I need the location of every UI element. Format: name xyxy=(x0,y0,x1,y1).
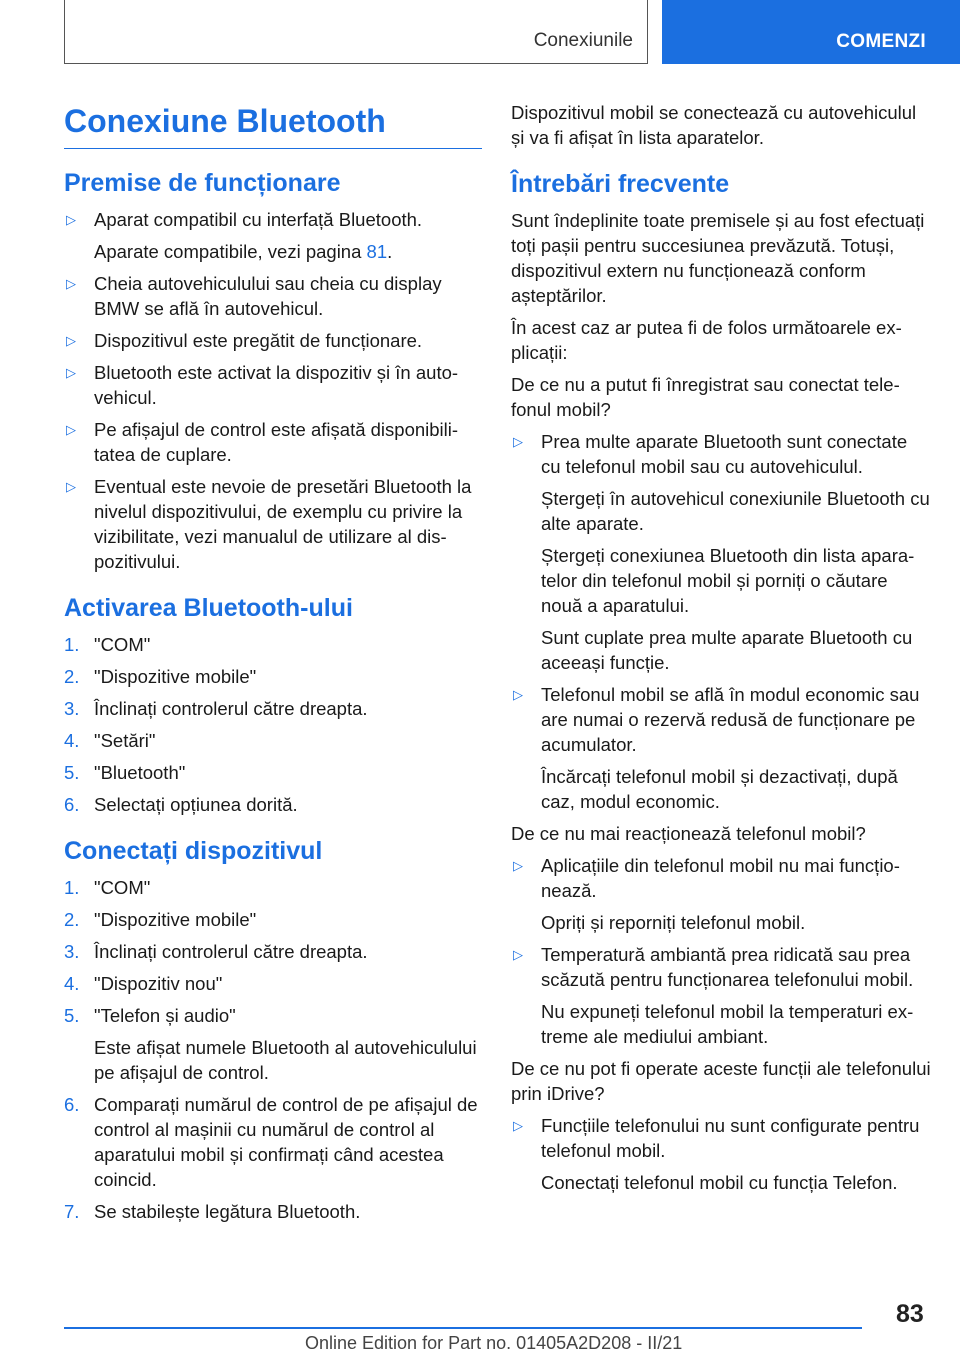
connect-heading: Conectați dispozitivul xyxy=(64,837,323,865)
item-note: Ștergeți conexiunea Bluetooth din lista aparatelor din telefonul mobil și porniți o căutare nouă a aparatului. xyxy=(541,545,915,616)
triangle-bullet-icon: ▷ xyxy=(513,947,523,962)
faq-paragraph: Sunt îndeplinite toate premisele și au fost efectuați toți pașii pentru succesiunea prevăzută. Totuși, dispozitivul extern nu funcționează conform așteptărilor. xyxy=(511,210,925,306)
list-item: ▷ Bluetooth este activat la dispozitiv și în autovehicul. xyxy=(66,362,459,408)
list-item: ▷ Aparat compatibil cu interfață Bluetooth. xyxy=(66,209,423,230)
faq-paragraph: În acest caz ar putea fi de folos următoarele explicații: xyxy=(511,317,902,363)
step-item: 6. Selectați opțiunea dorită. xyxy=(64,794,298,815)
faq-question: De ce nu pot fi operate aceste funcții ale telefonului prin iDrive? xyxy=(511,1058,931,1104)
list-item: ▷ Temperatură ambiantă prea ridicată sau prea scăzută pentru funcționarea telefonului mobil. xyxy=(513,944,914,990)
item-note: Încărcați telefonul mobil și dezactivați, după caz, modul economic. xyxy=(541,766,898,812)
tab-comenzi-label: COMENZI xyxy=(836,31,926,52)
item-note: Aparate compatibile, vezi pagina 81. xyxy=(94,241,393,262)
header-section-box xyxy=(64,0,648,64)
list-item: ▷ Telefonul mobil se află în modul economic sau are numai o rezervă redusă de funcționare pe acumulator. xyxy=(513,684,920,755)
step-item: 3. Înclinați controlerul către dreapta. xyxy=(64,698,368,719)
footer-edition: Online Edition for Part no. 01405A2D208 - II/21 xyxy=(305,1333,683,1353)
triangle-bullet-icon: ▷ xyxy=(66,276,76,291)
item-note: Opriți și reporniți telefonul mobil. xyxy=(541,912,806,933)
list-item: ▷ Prea multe aparate Bluetooth sunt conectate cu telefonul mobil sau cu autovehiculul. xyxy=(513,431,908,477)
list-item: ▷ Dispozitivul este pregătit de funcționare. xyxy=(66,330,423,351)
section-title: Conexiunile xyxy=(533,30,633,51)
step-item: 5. "Telefon și audio" xyxy=(64,1005,236,1026)
triangle-bullet-icon: ▷ xyxy=(513,687,523,702)
page-title: Conexiune Bluetooth xyxy=(64,100,482,149)
list-item: ▷ Eventual este nevoie de presetări Bluetooth la nivelul dispozitivului, de exemplu cu privire la vizibilitate, vezi manualul de utilizare al dispozitivului. xyxy=(66,476,472,572)
item-note: Sunt cuplate prea multe aparate Bluetooth cu aceeași funcție. xyxy=(541,627,913,673)
intro-paragraph: Dispozitivul mobil se conectează cu autovehiculul și va fi afișat în lista aparatelor. xyxy=(511,102,917,148)
step-item: 3. Înclinați controlerul către dreapta. xyxy=(64,941,368,962)
step-item: 5. "Bluetooth" xyxy=(64,762,186,783)
triangle-bullet-icon: ▷ xyxy=(66,365,76,380)
step-item: 4. "Setări" xyxy=(64,730,156,751)
item-note: Nu expuneți telefonul mobil la temperaturi extreme ale mediului ambiant. xyxy=(541,1001,914,1047)
page-number: 83 xyxy=(896,1300,924,1328)
step-item: 7. Se stabilește legătura Bluetooth. xyxy=(64,1201,361,1222)
list-item: ▷ Pe afișajul de control este afișată disponibilitatea de cuplare. xyxy=(66,419,459,465)
faq-question: De ce nu a putut fi înregistrat sau conectat telefonul mobil? xyxy=(511,374,900,420)
right-column xyxy=(511,100,931,1202)
triangle-bullet-icon: ▷ xyxy=(66,333,76,348)
step-item: 6. Comparați numărul de control de pe afișajul de control al mașinii cu numărul de control al aparatului mobil și confirmați când acestea coincid. xyxy=(64,1094,478,1190)
triangle-bullet-icon: ▷ xyxy=(66,479,76,494)
left-column xyxy=(64,100,482,1231)
triangle-bullet-icon: ▷ xyxy=(66,212,76,227)
step-item: 1. "COM" xyxy=(64,877,151,898)
faq-heading: Întrebări frecvente xyxy=(511,170,730,198)
step-note: Este afișat numele Bluetooth al autovehiculului pe afișajul de control. xyxy=(94,1037,477,1083)
footer-divider xyxy=(64,1327,862,1329)
triangle-bullet-icon: ▷ xyxy=(66,422,76,437)
item-note: Conectați telefonul mobil cu funcția Telefon. xyxy=(541,1172,898,1193)
triangle-bullet-icon: ▷ xyxy=(513,1118,523,1133)
faq-question: De ce nu mai reacționează telefonul mobil? xyxy=(511,823,866,844)
list-item: ▷ Aplicațiile din telefonul mobil nu mai funcționează. xyxy=(513,855,900,901)
list-item: ▷ Funcțiile telefonului nu sunt configurate pentru telefonul mobil. xyxy=(513,1115,920,1161)
activate-heading: Activarea Bluetooth-ului xyxy=(64,594,353,622)
step-item: 4. "Dispozitiv nou" xyxy=(64,973,223,994)
tab-comenzi[interactable] xyxy=(662,0,960,64)
page-link[interactable]: 81 xyxy=(366,241,388,262)
step-item: 1. "COM" xyxy=(64,634,151,655)
item-note: Ștergeți în autovehicul conexiunile Bluetooth cu alte aparate. xyxy=(541,488,930,534)
step-item: 2. "Dispozitive mobile" xyxy=(64,666,257,687)
triangle-bullet-icon: ▷ xyxy=(513,858,523,873)
step-item: 2. "Dispozitive mobile" xyxy=(64,909,257,930)
prereq-heading: Premise de funcționare xyxy=(64,169,341,197)
list-item: ▷ Cheia autovehiculului sau cheia cu display BMW se află în autovehicul. xyxy=(66,273,442,319)
triangle-bullet-icon: ▷ xyxy=(513,434,523,449)
